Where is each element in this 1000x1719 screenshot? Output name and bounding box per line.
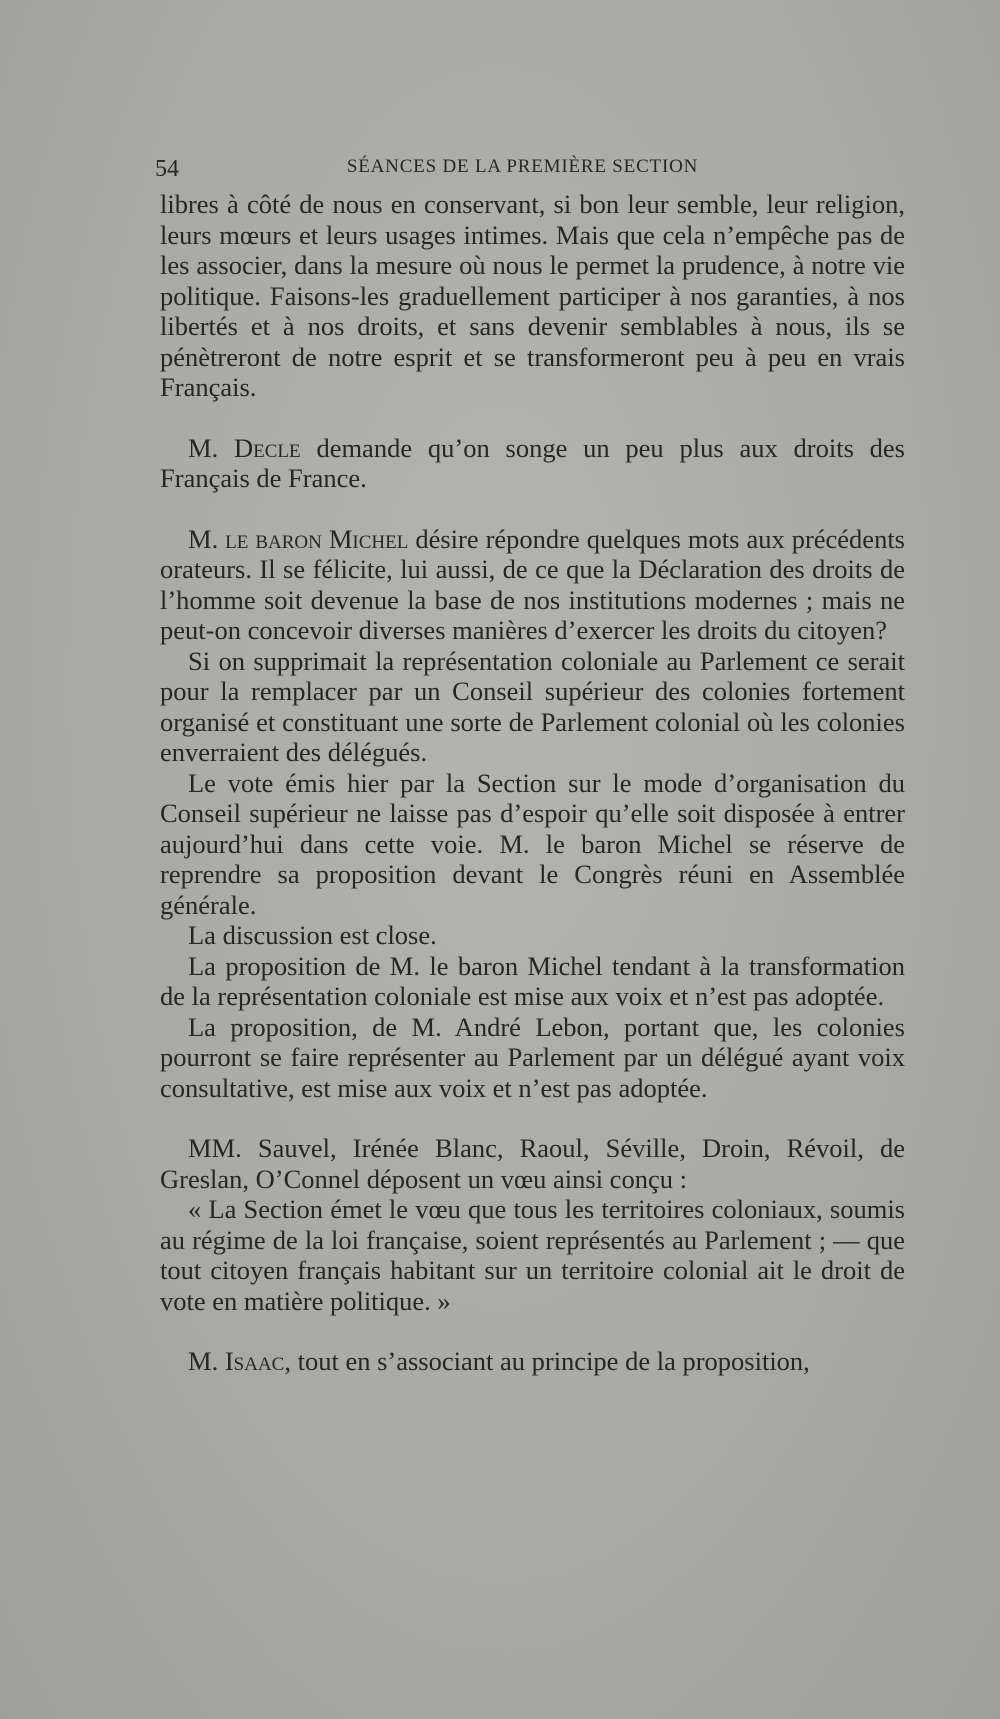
text-segment: La proposition de M. le baron Michel tendant à la transformation de la représentation coloniale est mise aux voix et n’est pas adoptée. [160, 950, 905, 1011]
speaker-name: Isaac [224, 1346, 285, 1376]
paragraph [160, 768, 905, 921]
paragraph [160, 920, 905, 951]
text-segment: La discussion est close. [188, 920, 437, 950]
text-segment: M. [188, 432, 234, 463]
text-segment: M. [188, 1346, 225, 1376]
paragraph-voeu-quote [160, 1194, 905, 1316]
text-segment: M. [188, 523, 226, 554]
paragraph-continued [160, 189, 905, 403]
paragraph [160, 646, 905, 768]
text-segment: demande qu’on songe un peu plus aux droits des Français de France. [160, 432, 905, 493]
text-segment: , tout en s’associant au principe de la proposition, [284, 1346, 810, 1376]
running-title: SÉANCES DE LA PREMIÈRE SECTION [346, 156, 699, 177]
paragraph [160, 951, 905, 1012]
page-number: 54 [155, 156, 179, 182]
body-text [160, 189, 905, 1377]
text-segment: La proposition, de M. André Lebon, portant que, les colonies pourront se faire représenter au Parlement par un délégué ayant voix consultative, est mise aux voix et n’est pas adoptée. [160, 1011, 905, 1103]
text-segment: libres à côté de nous en conservant, si bon leur semble, leur religion, leurs mœurs et leurs usages intimes. Mais que cela n’empêche pas de les associer, dans la mesure où nous le permet la prudence, à notre vie politique. Faisons-les graduellement participer à nos garanties, à nos libertés et à nos droits, et sans devenir semblables à nous, ils se pénètreront de notre esprit et se transformeront peu à peu en vrais Français. [160, 189, 905, 402]
speaker-name: Decle [234, 432, 301, 463]
page-header [155, 152, 890, 188]
speaker-name: le baron Michel [225, 523, 409, 554]
paragraph-michel [160, 524, 905, 646]
text-segment: Le vote émis hier par la Section sur le mode d’organisation du Conseil supérieur ne laisse pas d’espoir qu’elle soit disposée à entrer aujourd’hui dans cette voie. M. le baron Michel se réserve de reprendre sa proposition devant le Congrès réuni en Assemblée générale. [160, 767, 905, 920]
paragraph-voeu-intro [160, 1133, 905, 1194]
text-segment: désire répondre quelques mots aux précédents orateurs. Il se félicite, lui aussi, de ce que la Déclaration des droits de l’homme soit devenue la base de nos institutions modernes ; mais ne peut-on concevoir diverses manières d’exercer les droits du citoyen? [160, 523, 905, 645]
text-segment: MM. Sauvel, Irénée Blanc, Raoul, Séville, Droin, Révoil, de Greslan, O’Connel déposent un vœu ainsi conçu : [160, 1133, 905, 1194]
paragraph-decle [160, 433, 905, 494]
paragraph-isaac [160, 1346, 905, 1377]
text-segment: « La Section émet le vœu que tous les territoires coloniaux, soumis au régime de la loi française, soient représentés au Parlement ; — que tout citoyen français habitant sur un territoire colonial ait le droit de vote en matière politique. » [160, 1194, 905, 1316]
text-segment: Si on supprimait la représentation coloniale au Parlement ce serait pour la remplacer par un Conseil supérieur des colonies fortement organisé et constituant une sorte de Parlement colonial où les colonies enverraient des délégués. [160, 645, 905, 767]
paragraph [160, 1012, 905, 1104]
